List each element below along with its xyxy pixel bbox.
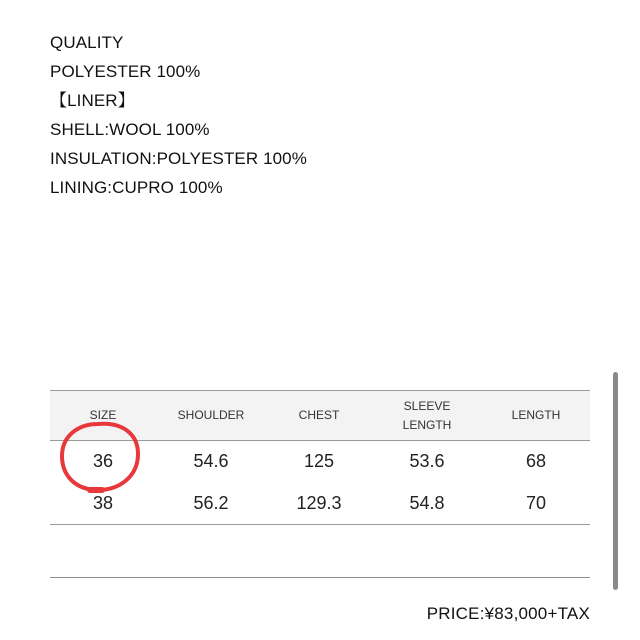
header-sleeve-line1: SLEEVE bbox=[403, 398, 451, 413]
quality-title: QUALITY bbox=[50, 33, 124, 52]
cell-length: 68 bbox=[525, 451, 547, 472]
scrollbar-thumb[interactable] bbox=[613, 372, 618, 590]
header-length: LENGTH bbox=[511, 408, 561, 422]
empty-cell bbox=[50, 525, 156, 577]
price-label: PRICE:¥83,000+TAX bbox=[426, 604, 590, 623]
cell-size: 36 bbox=[92, 451, 114, 472]
quality-line-shell: SHELL:WOOL 100% bbox=[50, 120, 210, 139]
header-sleeve-line2: LENGTH bbox=[402, 417, 452, 432]
quality-line-fabric: POLYESTER 100% bbox=[50, 62, 201, 81]
header-shoulder: SHOULDER bbox=[177, 408, 245, 422]
header-size: SIZE bbox=[89, 408, 117, 422]
empty-cell bbox=[266, 525, 372, 577]
empty-cell bbox=[156, 525, 266, 577]
red-circle-stroke bbox=[62, 424, 138, 490]
empty-cell bbox=[482, 525, 590, 577]
quality-section bbox=[50, 28, 307, 202]
header-chest: CHEST bbox=[298, 408, 340, 422]
cell-size: 38 bbox=[92, 492, 114, 513]
cell-sleeve: 53.6 bbox=[409, 451, 445, 472]
cell-length: 70 bbox=[525, 492, 547, 513]
table-row-empty bbox=[50, 525, 590, 577]
header-sleeve-length bbox=[372, 391, 482, 441]
bottom-divider bbox=[50, 577, 590, 578]
quality-line-liner: 【LINER】 bbox=[50, 91, 135, 110]
empty-cell bbox=[372, 525, 482, 577]
red-circle-annotation bbox=[58, 420, 144, 498]
cell-chest: 129.3 bbox=[296, 492, 342, 513]
cell-shoulder: 54.6 bbox=[193, 451, 229, 472]
cell-chest: 125 bbox=[303, 451, 335, 472]
cell-shoulder: 56.2 bbox=[193, 492, 229, 513]
cell-sleeve: 54.8 bbox=[409, 492, 445, 513]
quality-line-lining: LINING:CUPRO 100% bbox=[50, 178, 223, 197]
quality-line-insulation: INSULATION:POLYESTER 100% bbox=[50, 149, 307, 168]
